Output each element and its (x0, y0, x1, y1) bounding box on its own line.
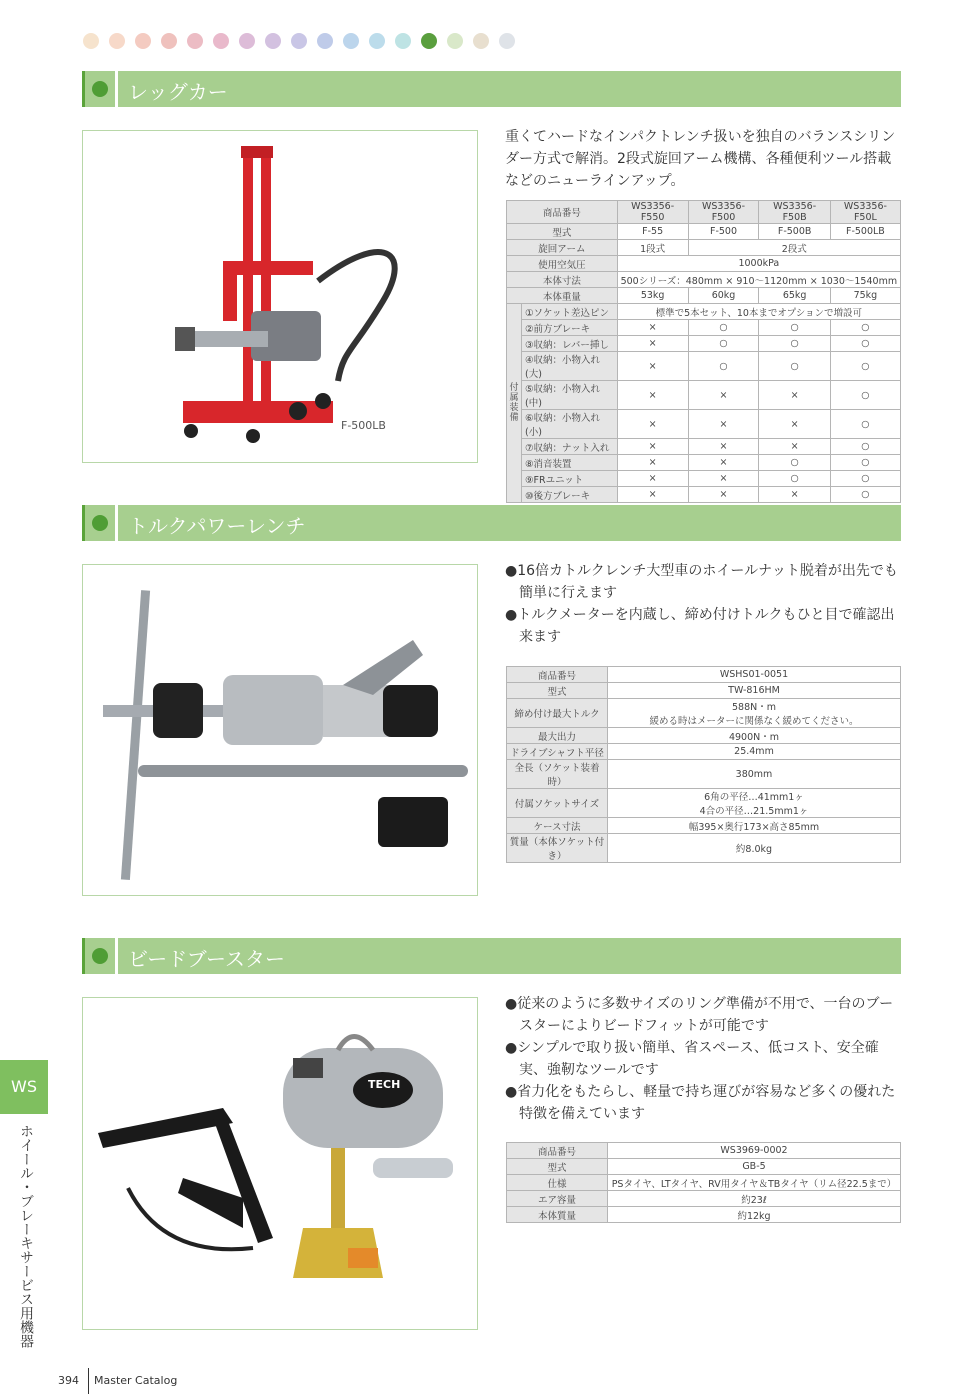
table-row (507, 288, 901, 304)
table-cell: 質量（本体ソケット付き） (507, 834, 608, 863)
table-row (507, 1143, 901, 1159)
value-text: PSタイヤ、LTタイヤ、RV用タイヤ＆TBタイヤ（リム径22.5まで） (611, 1178, 897, 1190)
table-row (507, 201, 901, 224)
table-cell: 旋回アーム (507, 240, 618, 256)
table-cell: × (617, 352, 688, 381)
leg-car-icon (83, 131, 477, 462)
table-cell: 締め付け最大トルク (507, 699, 608, 728)
bullet-icon (92, 948, 108, 964)
table-row (507, 304, 901, 320)
table-cell: ○ (759, 320, 830, 336)
tank-logo: TECH (368, 1078, 401, 1091)
table-cell: × (617, 439, 688, 455)
table-value-cell (608, 760, 901, 789)
bead-booster-icon (83, 998, 477, 1329)
table-row (507, 224, 901, 240)
table-cell: ①ソケット差込ピン (522, 304, 618, 320)
table-cell: 1段式 (617, 240, 688, 256)
table-cell: 商品番号 (507, 1143, 608, 1159)
table-row (507, 320, 901, 336)
table-header-cell: WS3356-F500 (688, 201, 759, 224)
value-text: GB-5 (742, 1161, 766, 1172)
value-text: 約12kg (737, 1210, 771, 1222)
catalog-name: Master Catalog (94, 1374, 178, 1387)
table-value-cell (608, 818, 901, 834)
table-value-cell (608, 728, 901, 744)
table-cell: 500シリーズ：480mm × 910～1120mm × 1030～1540mm (617, 272, 900, 288)
table-value-cell (608, 1143, 901, 1159)
table-value-cell (608, 667, 901, 683)
footer (58, 1368, 177, 1394)
table-cell: ○ (759, 471, 830, 487)
table-header-cell: WS3356-F550 (617, 201, 688, 224)
table-cell: × (617, 455, 688, 471)
chapter-dot (83, 33, 99, 49)
chapter-dot (447, 33, 463, 49)
value-text: WS3969-0002 (720, 1145, 788, 1156)
table-cell: ○ (830, 352, 900, 381)
value-text: WSHS01-0051 (719, 669, 789, 680)
chapter-dot (161, 33, 177, 49)
torque-wrench-spec-table (506, 666, 901, 863)
table-cell: 全長（ソケット装着時） (507, 760, 608, 789)
table-cell: × (759, 381, 830, 410)
bullet-text: ●トルクメーターを内蔵し、締め付けトルクもひと目で確認出来ます (505, 607, 895, 645)
table-cell: ○ (830, 487, 900, 503)
accessory-label: 付属装備 (507, 304, 522, 503)
table-cell: ○ (688, 320, 759, 336)
bullet-icon (92, 515, 108, 531)
table-cell: ○ (688, 336, 759, 352)
table-cell: × (759, 487, 830, 503)
table-cell: 付属ソケットサイズ (507, 789, 608, 818)
table-row (507, 256, 901, 272)
chapter-tab: WS (0, 1060, 48, 1114)
value-text: 4900N・m (728, 731, 780, 743)
leg-car-photo (82, 130, 478, 463)
bead-booster-photo (82, 997, 478, 1330)
table-cell: 商品番号 (507, 667, 608, 683)
table-cell: ○ (759, 336, 830, 352)
table-row (507, 683, 901, 699)
value-text: TW-816HM (728, 685, 780, 696)
chapter-dot (421, 33, 437, 49)
table-cell: ○ (830, 471, 900, 487)
chapter-dot (187, 33, 203, 49)
table-value-cell (608, 789, 901, 818)
table-value-cell (608, 1207, 901, 1223)
table-cell: × (688, 471, 759, 487)
table-row (507, 272, 901, 288)
value-text: 約23ℓ (741, 1194, 767, 1206)
table-cell: × (688, 410, 759, 439)
chapter-dots (83, 33, 515, 49)
bullet-text: ●シンプルで取り扱い簡単、省スペース、低コスト、安全確実、強靭なツールです (505, 1040, 879, 1078)
bullet-text: ●省力化をもたらし、軽量で持ち運びが容易など多くの優れた特徴を備えています (505, 1084, 896, 1122)
table-row (507, 1159, 901, 1175)
table-cell: ⑨FRユニット (522, 471, 618, 487)
table-cell: ○ (830, 455, 900, 471)
table-cell: 仕様 (507, 1175, 608, 1191)
chapter-dot (135, 33, 151, 49)
table-cell: ⑤収納：小物入れ(中) (522, 381, 618, 410)
table-cell: F-500LB (830, 224, 900, 240)
table-cell: ②前方ブレーキ (522, 320, 618, 336)
table-cell: ○ (830, 336, 900, 352)
table-cell: × (617, 336, 688, 352)
table-cell: F-500B (759, 224, 830, 240)
table-cell: 型式 (507, 1159, 608, 1175)
table-cell: F-55 (617, 224, 688, 240)
table-cell: ③収納：レバー挿し (522, 336, 618, 352)
table-row (507, 471, 901, 487)
leg-car-spec-table (506, 200, 901, 503)
table-cell: 使用空気圧 (507, 256, 618, 272)
table-cell: ○ (688, 352, 759, 381)
table-row (507, 487, 901, 503)
chapter-dot (369, 33, 385, 49)
table-cell: ⑧消音装置 (522, 455, 618, 471)
table-cell: ⑥収納：小物入れ(小) (522, 410, 618, 439)
section-title: トルクパワーレンチ (128, 514, 306, 538)
table-cell: 60kg (688, 288, 759, 304)
bullet-text: ●従来のように多数サイズのリング準備が不用で、一台のブースターによりビードフィットが可能です (505, 996, 894, 1034)
table-cell: ○ (830, 320, 900, 336)
table-value-cell (608, 1175, 901, 1191)
table-cell: ⑩後方ブレーキ (522, 487, 618, 503)
chapter-dot (291, 33, 307, 49)
table-cell: × (617, 487, 688, 503)
value-text: 25.4mm (734, 746, 774, 757)
table-cell: ケース寸法 (507, 818, 608, 834)
table-cell: F-500 (688, 224, 759, 240)
torque-wrench-icon (83, 565, 477, 895)
table-row (507, 818, 901, 834)
table-cell: ○ (759, 352, 830, 381)
bead-booster-spec-table (506, 1142, 901, 1223)
table-cell: × (688, 455, 759, 471)
chapter-dot (395, 33, 411, 49)
table-cell: × (617, 381, 688, 410)
table-row (507, 1175, 901, 1191)
value-text: 幅395×奥行173×高さ85mm (688, 821, 820, 833)
table-value-cell (608, 699, 901, 728)
table-value-cell (608, 744, 901, 760)
table-row (507, 381, 901, 410)
chapter-dot (317, 33, 333, 49)
table-row (507, 352, 901, 381)
page-number: 394 (58, 1374, 79, 1387)
table-row (507, 439, 901, 455)
table-cell: × (617, 320, 688, 336)
value-text: 約8.0kg (735, 844, 773, 855)
table-row (507, 699, 901, 728)
table-cell: エア容量 (507, 1191, 608, 1207)
value-text: 380mm (735, 768, 773, 780)
description-text: 重くてハードなインパクトレンチ扱いを独自のバランスシリンダー方式で解消。2段式旋回アーム機構、各種便利ツール搭載などのニューラインアップ。 (505, 129, 896, 189)
table-header-cell: WS3356-F50L (830, 201, 900, 224)
table-row (507, 728, 901, 744)
table-cell: ○ (830, 439, 900, 455)
table-cell: × (759, 439, 830, 455)
photo-caption: F-500LB (341, 419, 386, 432)
table-row (507, 410, 901, 439)
table-cell: × (759, 410, 830, 439)
chapter-dot (239, 33, 255, 49)
chapter-title: ホイール・ブレーキサービス用機器 (18, 1124, 34, 1348)
table-cell: × (688, 381, 759, 410)
value-text: 6角の平径…41mm1ヶ (704, 792, 804, 803)
table-row (507, 789, 901, 818)
table-cell: 型式 (507, 683, 608, 699)
torque-wrench-photo (82, 564, 478, 896)
table-cell: 75kg (830, 288, 900, 304)
section-header-leg-car (82, 71, 901, 107)
table-value-cell (608, 1159, 901, 1175)
section-title: ビードブースター (128, 947, 285, 971)
table-cell: × (617, 410, 688, 439)
table-cell: ドライブシャフト平径 (507, 744, 608, 760)
section-header-torque-wrench (82, 505, 901, 541)
chapter-dot (473, 33, 489, 49)
section-title: レッグカー (128, 80, 228, 104)
table-row (507, 455, 901, 471)
table-cell: 1000kPa (617, 256, 900, 272)
table-cell: ⑦収納：ナット入れ (522, 439, 618, 455)
table-row (507, 1191, 901, 1207)
leg-car-description (505, 126, 905, 192)
bead-booster-description (505, 993, 905, 1125)
table-cell: ○ (830, 410, 900, 439)
chapter-dot (499, 33, 515, 49)
table-row (507, 744, 901, 760)
table-cell: × (688, 487, 759, 503)
table-cell: 本体寸法 (507, 272, 618, 288)
table-cell: × (688, 439, 759, 455)
table-value-cell (608, 1191, 901, 1207)
table-row (507, 336, 901, 352)
chapter-dot (343, 33, 359, 49)
table-value-cell (608, 683, 901, 699)
table-row (507, 1207, 901, 1223)
table-cell: × (617, 471, 688, 487)
section-header-bead-booster (82, 938, 901, 974)
table-value-cell (608, 834, 901, 863)
table-row (507, 240, 901, 256)
chapter-dot (213, 33, 229, 49)
bullet-text: ●16倍カトルクレンチ大型車のホイールナット脱着が出先でも簡単に行えます (505, 563, 898, 601)
table-cell: 最大出力 (507, 728, 608, 744)
chapter-dot (109, 33, 125, 49)
value-text: 588N・m (732, 702, 776, 713)
table-header-cell: WS3356-F50B (759, 201, 830, 224)
table-cell: 標準で5本セット、10本までオプションで増設可 (617, 304, 900, 320)
table-cell: ○ (759, 455, 830, 471)
table-cell: 2段式 (688, 240, 900, 256)
table-cell: 65kg (759, 288, 830, 304)
bullet-icon (92, 81, 108, 97)
table-cell: 本体質量 (507, 1207, 608, 1223)
table-cell: ④収納：小物入れ(大) (522, 352, 618, 381)
table-row (507, 667, 901, 683)
value-text: 4合の平径…21.5mm1ヶ (699, 806, 809, 817)
table-row (507, 760, 901, 789)
chapter-dot (265, 33, 281, 49)
table-cell: 型式 (507, 224, 618, 240)
torque-wrench-description (505, 560, 905, 648)
table-cell: 本体重量 (507, 288, 618, 304)
table-cell: ○ (830, 381, 900, 410)
table-header-cell: 商品番号 (507, 201, 618, 224)
table-row (507, 834, 901, 863)
value-text: 緩める時はメーターに関係なく緩めてください。 (649, 716, 859, 727)
table-cell: 53kg (617, 288, 688, 304)
